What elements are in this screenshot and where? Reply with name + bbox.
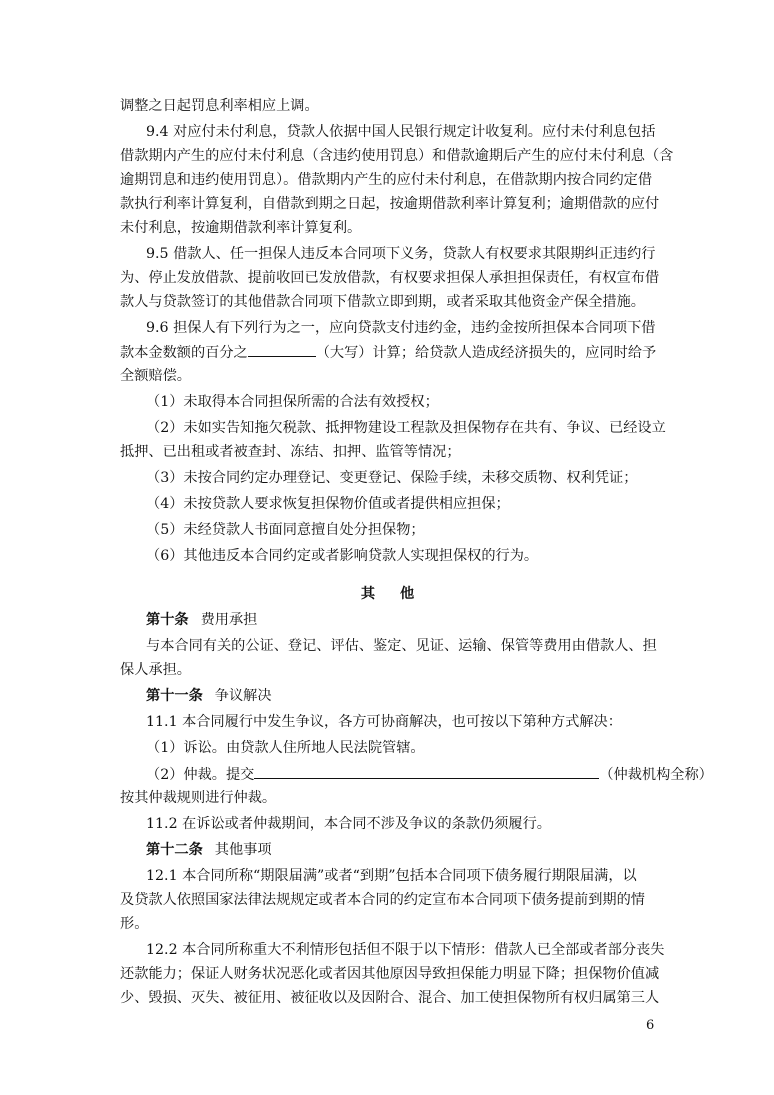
list-item: （2）未如实告知拖欠税款、抵押物建设工程款及担保物存在共有、争议、已经设立 xyxy=(146,420,666,436)
arbitration-name-blank xyxy=(254,764,599,779)
text-line: 9.6 担保人有下列行为之一，应向贷款支付违约金，违约金按所担保本合同项下借 xyxy=(146,320,656,336)
text-before-blank: 款本金数额的百分之 xyxy=(120,345,248,361)
article-heading xyxy=(146,686,665,706)
article-title: 费用承担 xyxy=(200,612,258,628)
blank-text-line xyxy=(120,342,665,362)
text-line: 12.1 本合同所称“期限届满”或者“到期”包括本合同项下债务履行期限届满，以 xyxy=(146,868,637,884)
article-heading xyxy=(146,610,665,630)
text-line: 11.2 在诉讼或者仲裁期间，本合同不涉及争议的条款仍须履行。 xyxy=(146,816,551,832)
article-heading xyxy=(146,840,665,860)
text-line: 调整之日起罚息利率相应上调。 xyxy=(120,98,319,114)
text-line: 12.2 本合同所称重大不利情形包括但不限于以下情形：借款人已全部或者部分丧失 xyxy=(146,942,665,958)
article-number: 第十二条 xyxy=(146,842,203,858)
text-line: 形。 xyxy=(120,916,149,932)
percentage-blank xyxy=(248,342,316,357)
blank-text-line xyxy=(146,764,713,784)
text-line: 按其仲裁规则进行仲裁。 xyxy=(120,790,277,806)
text-line: 借款期内产生的应付未付利息（含违约使用罚息）和借款逾期后产生的应付未付利息（含 xyxy=(120,148,674,164)
text-line: 逾期罚息和违约使用罚息）。借款期内产生的应付未付利息，在借款期内按合同约定借 xyxy=(120,172,653,188)
article-title: 争议解决 xyxy=(214,688,272,704)
text-line: 未付利息，按逾期借款利率计算复利。 xyxy=(120,220,362,236)
text-line: 11.1 本合同履行中发生争议，各方可协商解决，也可按以下第种方式解决： xyxy=(146,714,622,730)
text-line: 款人与贷款签订的其他借款合同项下借款立即到期，或者采取其他资金产保全措施。 xyxy=(120,294,645,310)
text-line: 为、停止发放借款、提前收回已发放借款，有权要求担保人承担担保责任，有权宣布借 xyxy=(120,270,660,286)
list-item: （1）未取得本合同担保所需的合法有效授权； xyxy=(146,394,439,410)
list-item: （6）其他违反本合同约定或者影响贷款人实现担保权的行为。 xyxy=(146,548,539,564)
list-item: （1）诉讼。由贷款人住所地人民法院管辖。 xyxy=(146,740,425,756)
list-item: （3）未按合同约定办理登记、变更登记、保险手续，未移交质物、权利凭证； xyxy=(146,470,638,486)
list-item: （4）未按贷款人要求恢复担保物价值或者提供相应担保； xyxy=(146,496,510,512)
text-line: 及贷款人依照国家法律法规规定或者本合同的约定宣布本合同项下债务提前到期的情 xyxy=(120,892,645,908)
text-line: 抵押、已出租或者被查封、冻结、扣押、监管等情况； xyxy=(120,444,461,460)
article-title: 其他事项 xyxy=(214,842,272,858)
text-line: 保人承担。 xyxy=(120,662,191,678)
article-number: 第十一条 xyxy=(146,688,203,704)
page-number: 6 xyxy=(646,1018,655,1033)
text-line: 与本合同有关的公证、登记、评估、鉴定、见证、运输、保管等费用由借款人、担 xyxy=(146,638,657,654)
text-line: 9.5 借款人、任一担保人违反本合同项下义务，贷款人有权要求其限期纠正违约行 xyxy=(146,246,656,262)
section-title: 其 他 xyxy=(360,586,425,602)
text-line: 9.4 对应付未付利息，贷款人依据中国人民银行规定计收复利。应付未付利息包括 xyxy=(146,124,656,140)
text-after-blank: （大写）计算；给贷款人造成经济损失的，应同时给予 xyxy=(315,345,657,361)
text-line: 全额赔偿。 xyxy=(120,368,191,384)
text-after-blank: （仲裁机构全称） xyxy=(599,767,713,783)
text-line: 款执行利率计算复利，自借款到期之日起，按逾期借款利率计算复利；逾期借款的应付 xyxy=(120,196,660,212)
text-line: 少、毁损、灭失、被征用、被征收以及因附合、混合、加工使担保物所有权归属第三人 xyxy=(120,990,660,1006)
text-line: 还款能力；保证人财务状况恶化或者因其他原因导致担保能力明显下降；担保物价值减 xyxy=(120,966,660,982)
article-number: 第十条 xyxy=(146,612,189,628)
list-item: （5）未经贷款人书面同意擅自处分担保物； xyxy=(146,522,425,538)
text-before-blank: （2）仲裁。提交 xyxy=(146,767,255,783)
